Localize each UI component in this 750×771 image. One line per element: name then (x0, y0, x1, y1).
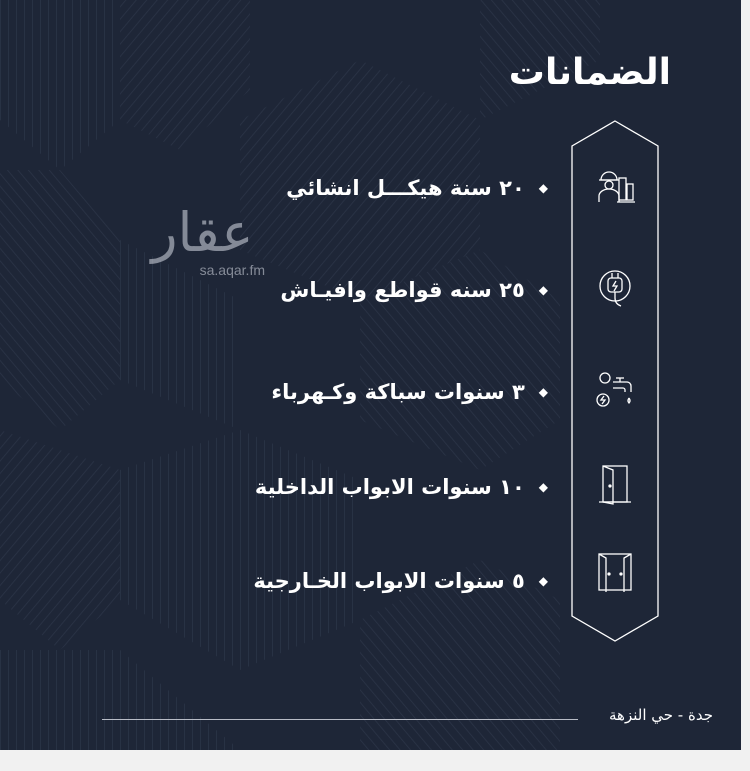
guarantee-label: ٣ سنوات سباكة وكـهرباء (271, 380, 525, 404)
bullet-icon: ◆ (538, 283, 548, 297)
guarantee-item-exterior-doors (253, 561, 548, 601)
construction-worker-icon (593, 164, 637, 208)
location-label: جدة - حي النزهة (609, 706, 713, 724)
watermark-domain: sa.aqar.fm (199, 262, 265, 278)
page-title: الضمانات (508, 52, 671, 93)
guarantee-label: ١٠ سنوات الابواب الداخلية (254, 475, 525, 499)
interior-door-icon (593, 462, 637, 506)
bullet-icon: ◆ (538, 385, 548, 399)
guarantee-label: ٥ سنوات الابواب الخـارجية (253, 569, 525, 593)
bullet-icon: ◆ (538, 181, 548, 195)
bullet-icon: ◆ (538, 480, 548, 494)
guarantee-item-structure (286, 168, 548, 208)
aqar-watermark (140, 201, 265, 278)
guarantee-item-breakers (280, 270, 548, 310)
footer-divider (102, 719, 578, 720)
guarantee-label: ٢٥ سنه قواطع وافيـاش (280, 278, 525, 302)
electric-plug-icon (593, 266, 637, 310)
plumbing-electric-icon (593, 368, 637, 412)
guarantee-item-plumbing (271, 372, 548, 412)
guarantee-label: ٢٠ سنة هيكـــل انشائي (286, 176, 525, 200)
watermark-logo-text: عقار (151, 201, 254, 264)
exterior-double-door-icon (593, 550, 637, 594)
bullet-icon: ◆ (538, 574, 548, 588)
guarantee-item-interior-doors (255, 467, 548, 507)
